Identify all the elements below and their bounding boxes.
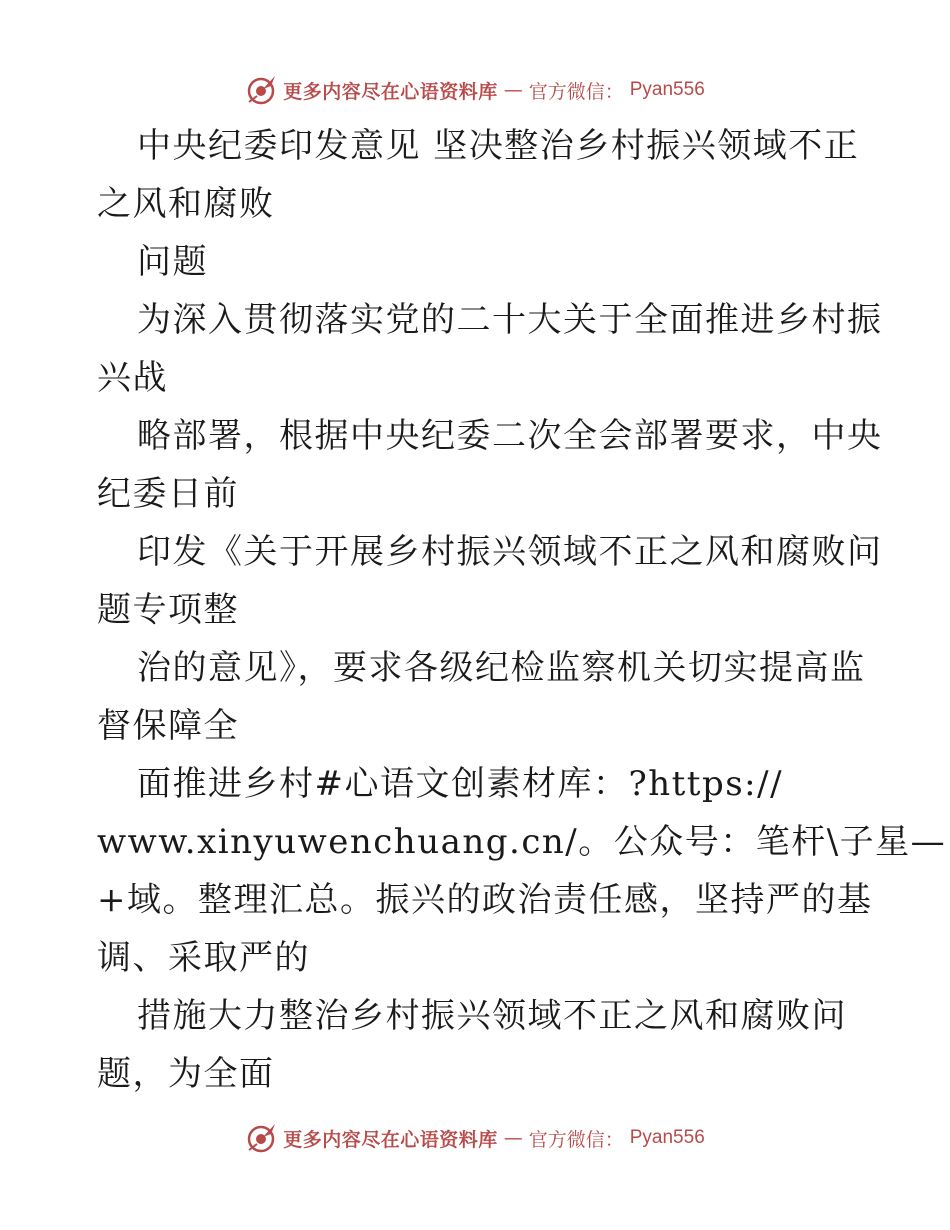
body-text-line: 问题 <box>137 242 208 282</box>
body-text-line: 中央纪委印发意见 坚决整治乡村振兴领域不正 <box>137 126 860 166</box>
banner-title: 更多内容尽在心语资料库 <box>283 1128 498 1151</box>
document-body <box>97 117 947 1103</box>
body-text-line: 题，为全面 <box>97 1054 275 1094</box>
body-text-line: 略部署，根据中央纪委二次全会部署要求，中央 <box>137 416 883 456</box>
body-text-line: 为深入贯彻落实党的二十大关于全面推进乡村振 <box>137 300 883 340</box>
body-text-line: 治的意见》，要求各级纪检监察机关切实提高监 <box>137 648 866 688</box>
body-text-line: +域。整理汇总。振兴的政治责任感，坚持严的基 <box>97 880 873 920</box>
quill-logo-icon <box>245 1122 277 1154</box>
banner-wechat-label: 官方微信： <box>528 1128 624 1151</box>
banner-wechat-id: Pyan556 <box>629 79 705 100</box>
header-banner <box>0 70 950 110</box>
footer-banner <box>0 1118 950 1158</box>
banner-wechat-id: Pyan556 <box>629 1127 705 1148</box>
body-text-line: 印发《关于开展乡村振兴领域不正之风和腐败问 <box>137 532 883 572</box>
banner-wechat-label: 官方微信： <box>528 80 624 103</box>
body-text-line: www.xinyuwenchuang.cn/。公众号：笔杆\子星— <box>97 822 947 862</box>
body-text-line: 题专项整 <box>97 590 239 630</box>
banner-separator: — <box>503 79 523 101</box>
body-text-line: 之风和腐败 <box>97 184 275 224</box>
body-text-line: 督保障全 <box>97 706 239 746</box>
body-text-line: 兴战 <box>97 358 168 398</box>
quill-logo-icon <box>245 74 277 106</box>
body-text-line: 措施大力整治乡村振兴领域不正之风和腐败问 <box>137 996 847 1036</box>
body-text-line: 调、采取严的 <box>97 938 310 978</box>
body-text-line: 纪委日前 <box>97 474 239 514</box>
banner-title: 更多内容尽在心语资料库 <box>283 80 498 103</box>
banner-separator: — <box>503 1127 523 1149</box>
body-text-line: 面推进乡村#心语文创素材库：?https:// <box>137 764 784 804</box>
